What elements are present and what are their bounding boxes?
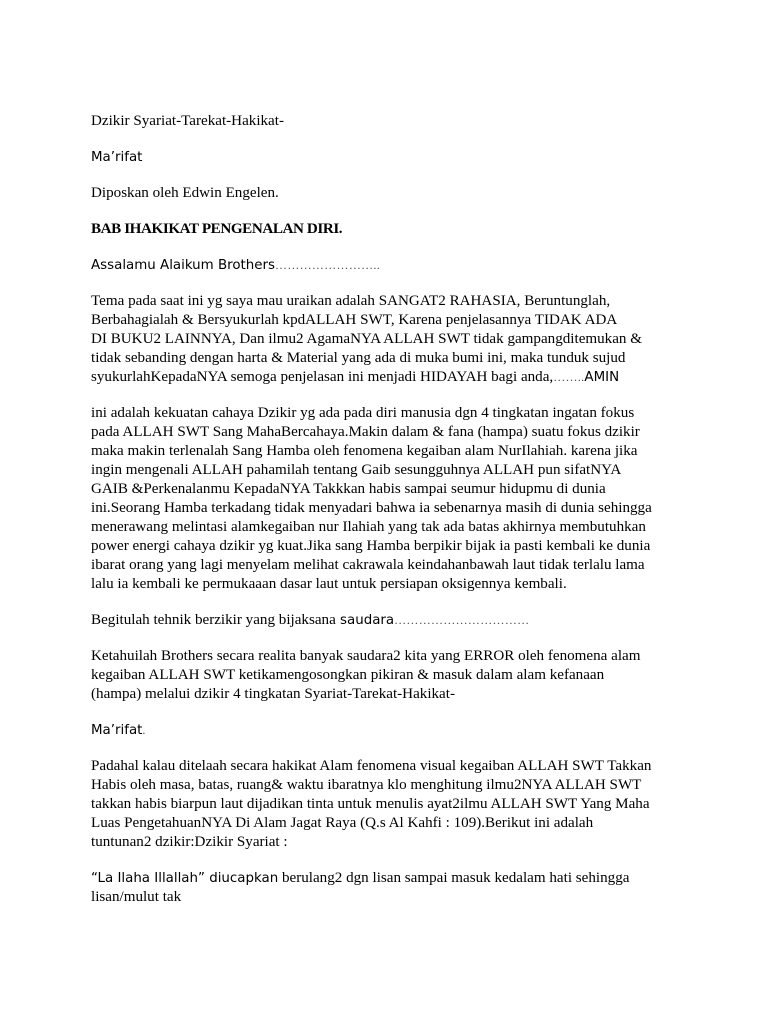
- title-line: Ma’rifat: [91, 150, 143, 165]
- byline-text: Diposkan oleh Edwin Engelen.: [91, 185, 279, 201]
- text-line: DI BUKU2 LAINNYA, Dan ilmu2 AgamaNYA ALLAH SWT tidak gampangditemukan &: [91, 331, 642, 347]
- document-page: [91, 112, 691, 924]
- text-line: Berbahagialah & Bersyukurlah kpdALLAH SWT, Karena penjelasannya TIDAK ADA: [91, 312, 618, 328]
- text-line: berulang2 dgn lisan sampai masuk kedalam hati sehingga: [278, 870, 630, 886]
- paragraph-dzikir-power: [91, 404, 691, 594]
- text-ellipsis: ……..: [553, 370, 585, 384]
- title-line: Dzikir Syariat-Tarekat-Hakikat-: [91, 113, 284, 129]
- document-title: [91, 112, 691, 131]
- text-line: ingin mengenali ALLAH pahamilah tentang Gaib sesungguhnya ALLAH pun sifatNYA: [91, 462, 622, 478]
- text-line: Ketahuilah Brothers secara realita banyak saudara2 kita yang ERROR oleh fenomena alam: [91, 648, 641, 664]
- text-line: kegaiban ALLAH SWT ketikamengosongkan pikiran & masuk dalam alam kefanaan: [91, 667, 605, 683]
- heading-text: BAB IHAKIKAT PENGENALAN DIRI.: [91, 221, 343, 237]
- paragraph-intro: [91, 292, 691, 387]
- paragraph-syariat: [91, 869, 691, 907]
- text-ellipsis: ……………………………: [394, 613, 530, 627]
- text-period: .: [142, 723, 146, 737]
- text-line: Padahal kalau ditelaah secara hakikat Alam fenomena visual kegaiban ALLAH SWT Takkan: [91, 758, 652, 774]
- greeting-text: Assalamu Alaikum Brothers: [91, 258, 276, 273]
- text-line: GAIB &Perkenalanmu KepadaNYA Takkkan habis sampai seumur hidupmu di dunia: [91, 481, 606, 497]
- text-line: lisan/mulut tak: [91, 889, 182, 905]
- text-line: Ma’rifat: [91, 723, 143, 738]
- text-line: syukurlahKepadaNYA semoga penjelasan ini menjadi HIDAYAH bagi anda,: [91, 369, 554, 385]
- text-ending: AMIN: [584, 370, 620, 385]
- text-line: maka makin terlenalah Sang Hamba oleh fenomena kegaiban alam NurIlahiah. karena jika: [91, 443, 638, 459]
- text-line: ini.Seorang Hamba terkadang tidak menyadari bahwa ia sebenarnya masih di dunia sehingga: [91, 500, 652, 516]
- byline: [91, 184, 691, 203]
- paragraph-hakikat: [91, 757, 691, 852]
- text-line: Tema pada saat ini yg saya mau uraikan adalah SANGAT2 RAHASIA, Beruntunglah,: [91, 293, 611, 309]
- paragraph-technique: [91, 611, 691, 630]
- text-line: (hampa) melalui dzikir 4 tingkatan Syariat-Tarekat-Hakikat-: [91, 686, 455, 702]
- greeting: [91, 256, 691, 275]
- text-line: tuntunan2 dzikir:Dzikir Syariat :: [91, 834, 288, 850]
- document-title-continued: [91, 148, 691, 167]
- paragraph-error: [91, 647, 691, 704]
- paragraph-marifat: [91, 721, 691, 740]
- text-line: Luas PengetahuanNYA Di Alam Jagat Raya (Q.s Al Kahfi : 109).Berikut ini adalah: [91, 815, 594, 831]
- text-line: takkan habis biarpun laut dijadikan tinta untuk menulis ayat2ilmu ALLAH SWT Yang Maha: [91, 796, 650, 812]
- quote-text: “La Ilaha Illallah” diucapkan: [91, 871, 279, 886]
- text-line: ini adalah kekuatan cahaya Dzikir yg ada pada diri manusia dgn 4 tingkatan ingatan fokus: [91, 405, 635, 421]
- chapter-heading: [91, 220, 691, 239]
- text-line: Habis oleh masa, batas, ruang& waktu ibaratnya klo menghitung ilmu2NYA ALLAH SWT: [91, 777, 642, 793]
- text-line: Begitulah tehnik berzikir yang bijaksana: [91, 612, 336, 628]
- text-line: menerawang melintasi alamkegaiban nur Ilahiah yang tak ada batas akhirnya membutuhkan: [91, 519, 646, 535]
- text-line: pada ALLAH SWT Sang MahaBercahaya.Makin dalam & fana (hampa) suatu fokus dzikir: [91, 424, 640, 440]
- text-line: power energi cahaya dzikir yg kuat.Jika sang Hamba berpikir bijak ia pasti kembali ke dunia: [91, 538, 651, 554]
- text-line: lalu ia kembali ke permukaaan dasar laut untuk persiapan oksigennya kembali.: [91, 576, 567, 592]
- text-line: ibarat orang yang lagi menyelam melihat cakrawala keindahanbawah laut tidak terlalu lama: [91, 557, 645, 573]
- text-line: tidak sebanding dengan harta & Material yang ada di muka bumi ini, maka tunduk sujud: [91, 350, 626, 366]
- greeting-ellipsis: ……………………..: [275, 258, 381, 272]
- text-word: saudara: [335, 613, 395, 628]
